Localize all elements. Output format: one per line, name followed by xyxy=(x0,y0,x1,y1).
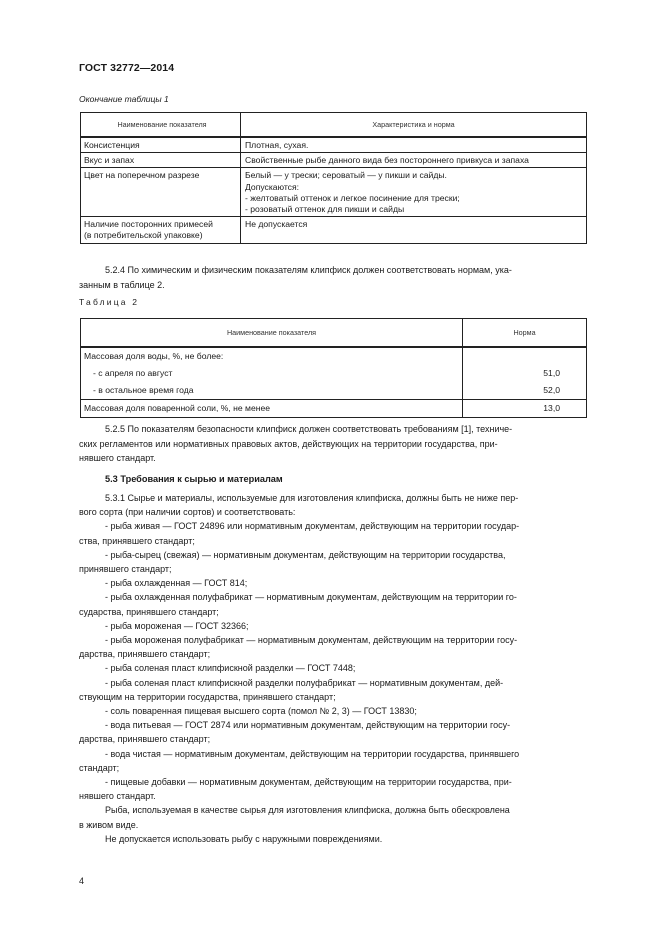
table2-header-row xyxy=(81,319,587,348)
table1-cell-value xyxy=(241,168,587,217)
table1-header-name: Наименование показателя xyxy=(81,113,241,138)
text-line: ства, принявшего стандарт; xyxy=(79,535,195,546)
table-row xyxy=(81,168,587,217)
table-row xyxy=(81,153,587,168)
text-line: стандарт; xyxy=(79,762,120,773)
table1-value-line: Белый — у трески; сероватый — у пикши и сайды. xyxy=(245,170,447,181)
document-header: ГОСТ 32772—2014 xyxy=(79,62,175,74)
paragraph-5-2-4 xyxy=(79,263,587,292)
text-line: вого сорта (при наличии сортов) и соответствовать: xyxy=(79,507,296,518)
text-line: 5.2.5 По показателям безопасности клипфиск должен соответствовать требованиям [1], техниче- xyxy=(105,424,513,434)
text-line: - пищевые добавки — нормативным документам, действующим на территории государства, при- xyxy=(105,777,512,788)
text-line: - рыба охлажденная полуфабрикат — нормативным документам, действующим на территории го- xyxy=(105,592,517,603)
text-line: 5.3.1 Сырье и материалы, используемые для изготовления клипфиска, должны быть не ниже пер- xyxy=(105,493,519,503)
text-line: - рыба живая — ГОСТ 24896 или нормативным документам, действующим на территории государ- xyxy=(105,521,520,532)
table1-cell-value: Не допускается xyxy=(241,217,587,243)
table2-cell-value: 51,0 xyxy=(463,365,587,382)
section-5-3-body xyxy=(79,491,587,846)
table1-header-row xyxy=(81,113,587,138)
text-line: принявшего стандарт; xyxy=(79,564,172,575)
text-line: дарства, принявшего стандарт; xyxy=(79,649,211,660)
table-row xyxy=(81,137,587,153)
text-line: в живом виде. xyxy=(79,819,139,830)
text-line: - рыба мороженая — ГОСТ 32366; xyxy=(105,620,249,631)
table1-value-line: - розоватый оттенок для пикши и сайды xyxy=(245,204,405,215)
text-line: - рыба мороженая полуфабрикат — нормативным документам, действующим на территории госу- xyxy=(105,635,518,646)
table1-cell-value: Свойственные рыбе данного вида без постороннего привкуса и запаха xyxy=(241,153,587,168)
table1-cell-name: Вкус и запах xyxy=(81,153,241,168)
text-line: ских регламентов или нормативных правовых актов, действующих на территории государства, при- xyxy=(79,438,498,449)
table1-value-line: Допускаются: xyxy=(245,181,300,192)
table-row xyxy=(81,382,587,400)
section-heading: 5.3 Требования к сырью и материалам xyxy=(105,474,283,484)
table1-value-line: - желтоватый оттенок и легкое посинение для трески; xyxy=(245,192,460,203)
table1 xyxy=(80,112,587,244)
table2-cell-value: 52,0 xyxy=(463,382,587,400)
table2-caption: Таблица 2 xyxy=(79,297,140,307)
table1-caption: Окончание таблицы 1 xyxy=(79,94,169,104)
table2-cell-name: Массовая доля воды, %, не более: xyxy=(81,347,463,365)
table1-cell-value: Плотная, сухая. xyxy=(241,137,587,153)
text-line: - рыба-сырец (свежая) — нормативным документам, действующим на территории государства, xyxy=(105,549,506,560)
text-line: Не допускается использовать рыбу с наружными повреждениями. xyxy=(105,833,383,844)
table-row xyxy=(81,365,587,382)
table-row xyxy=(81,400,587,418)
text-line: - рыба соленая пласт клипфискной разделки — ГОСТ 7448; xyxy=(105,663,356,674)
text-line: нявшего стандарт. xyxy=(79,453,156,463)
table2-header-value: Норма xyxy=(463,319,587,348)
table2-cell-value xyxy=(463,347,587,365)
table1-header-value: Характеристика и норма xyxy=(241,113,587,138)
table1-cell-name xyxy=(81,217,241,243)
table1-name-line: (в потребительской упаковке) xyxy=(84,230,203,241)
text-line: - вода питьевая — ГОСТ 2874 или нормативным документам, действующим на территории госу- xyxy=(105,720,511,731)
text-line: - рыба охлажденная — ГОСТ 814; xyxy=(105,578,248,589)
table2-cell-name: Массовая доля поваренной соли, %, не менее xyxy=(81,400,463,418)
text-line: 5.2.4 По химическим и физическим показателям клипфиск должен соответствовать нормам, ука- xyxy=(105,265,512,275)
text-line: сударства, принявшего стандарт; xyxy=(79,606,219,617)
text-line: - соль поваренная пищевая высшего сорта (помол № 2, 3) — ГОСТ 13830; xyxy=(105,706,417,717)
table1-name-line: Наличие посторонних примесей xyxy=(84,219,213,230)
text-line: занным в таблице 2. xyxy=(79,279,165,290)
text-line: ствующим на территории государства, принявшего стандарт; xyxy=(79,691,336,702)
table1-cell-name: Цвет на поперечном разрезе xyxy=(81,168,241,217)
text-line: - рыба соленая пласт клипфискной разделки полуфабрикат — нормативным документам, дей- xyxy=(105,677,504,688)
table2 xyxy=(80,318,587,418)
table2-cell-name: - в остальное время года xyxy=(81,382,463,400)
table2-header-name: Наименование показателя xyxy=(81,319,463,348)
text-line: - вода чистая — нормативным документам, действующим на территории государства, принявшего xyxy=(105,748,520,759)
table1-cell-name: Консистенция xyxy=(81,137,241,153)
paragraph-5-2-5 xyxy=(79,422,587,466)
table2-cell-value: 13,0 xyxy=(463,400,587,418)
table-row xyxy=(81,217,587,243)
table-row xyxy=(81,347,587,365)
text-line: нявшего стандарт. xyxy=(79,791,156,802)
page-number: 4 xyxy=(79,876,85,886)
text-line: дарства, принявшего стандарт; xyxy=(79,734,211,745)
table2-cell-name: - с апреля по август xyxy=(81,365,463,382)
text-line: Рыба, используемая в качестве сырья для изготовления клипфиска, должна быть обескровлена xyxy=(105,805,510,816)
